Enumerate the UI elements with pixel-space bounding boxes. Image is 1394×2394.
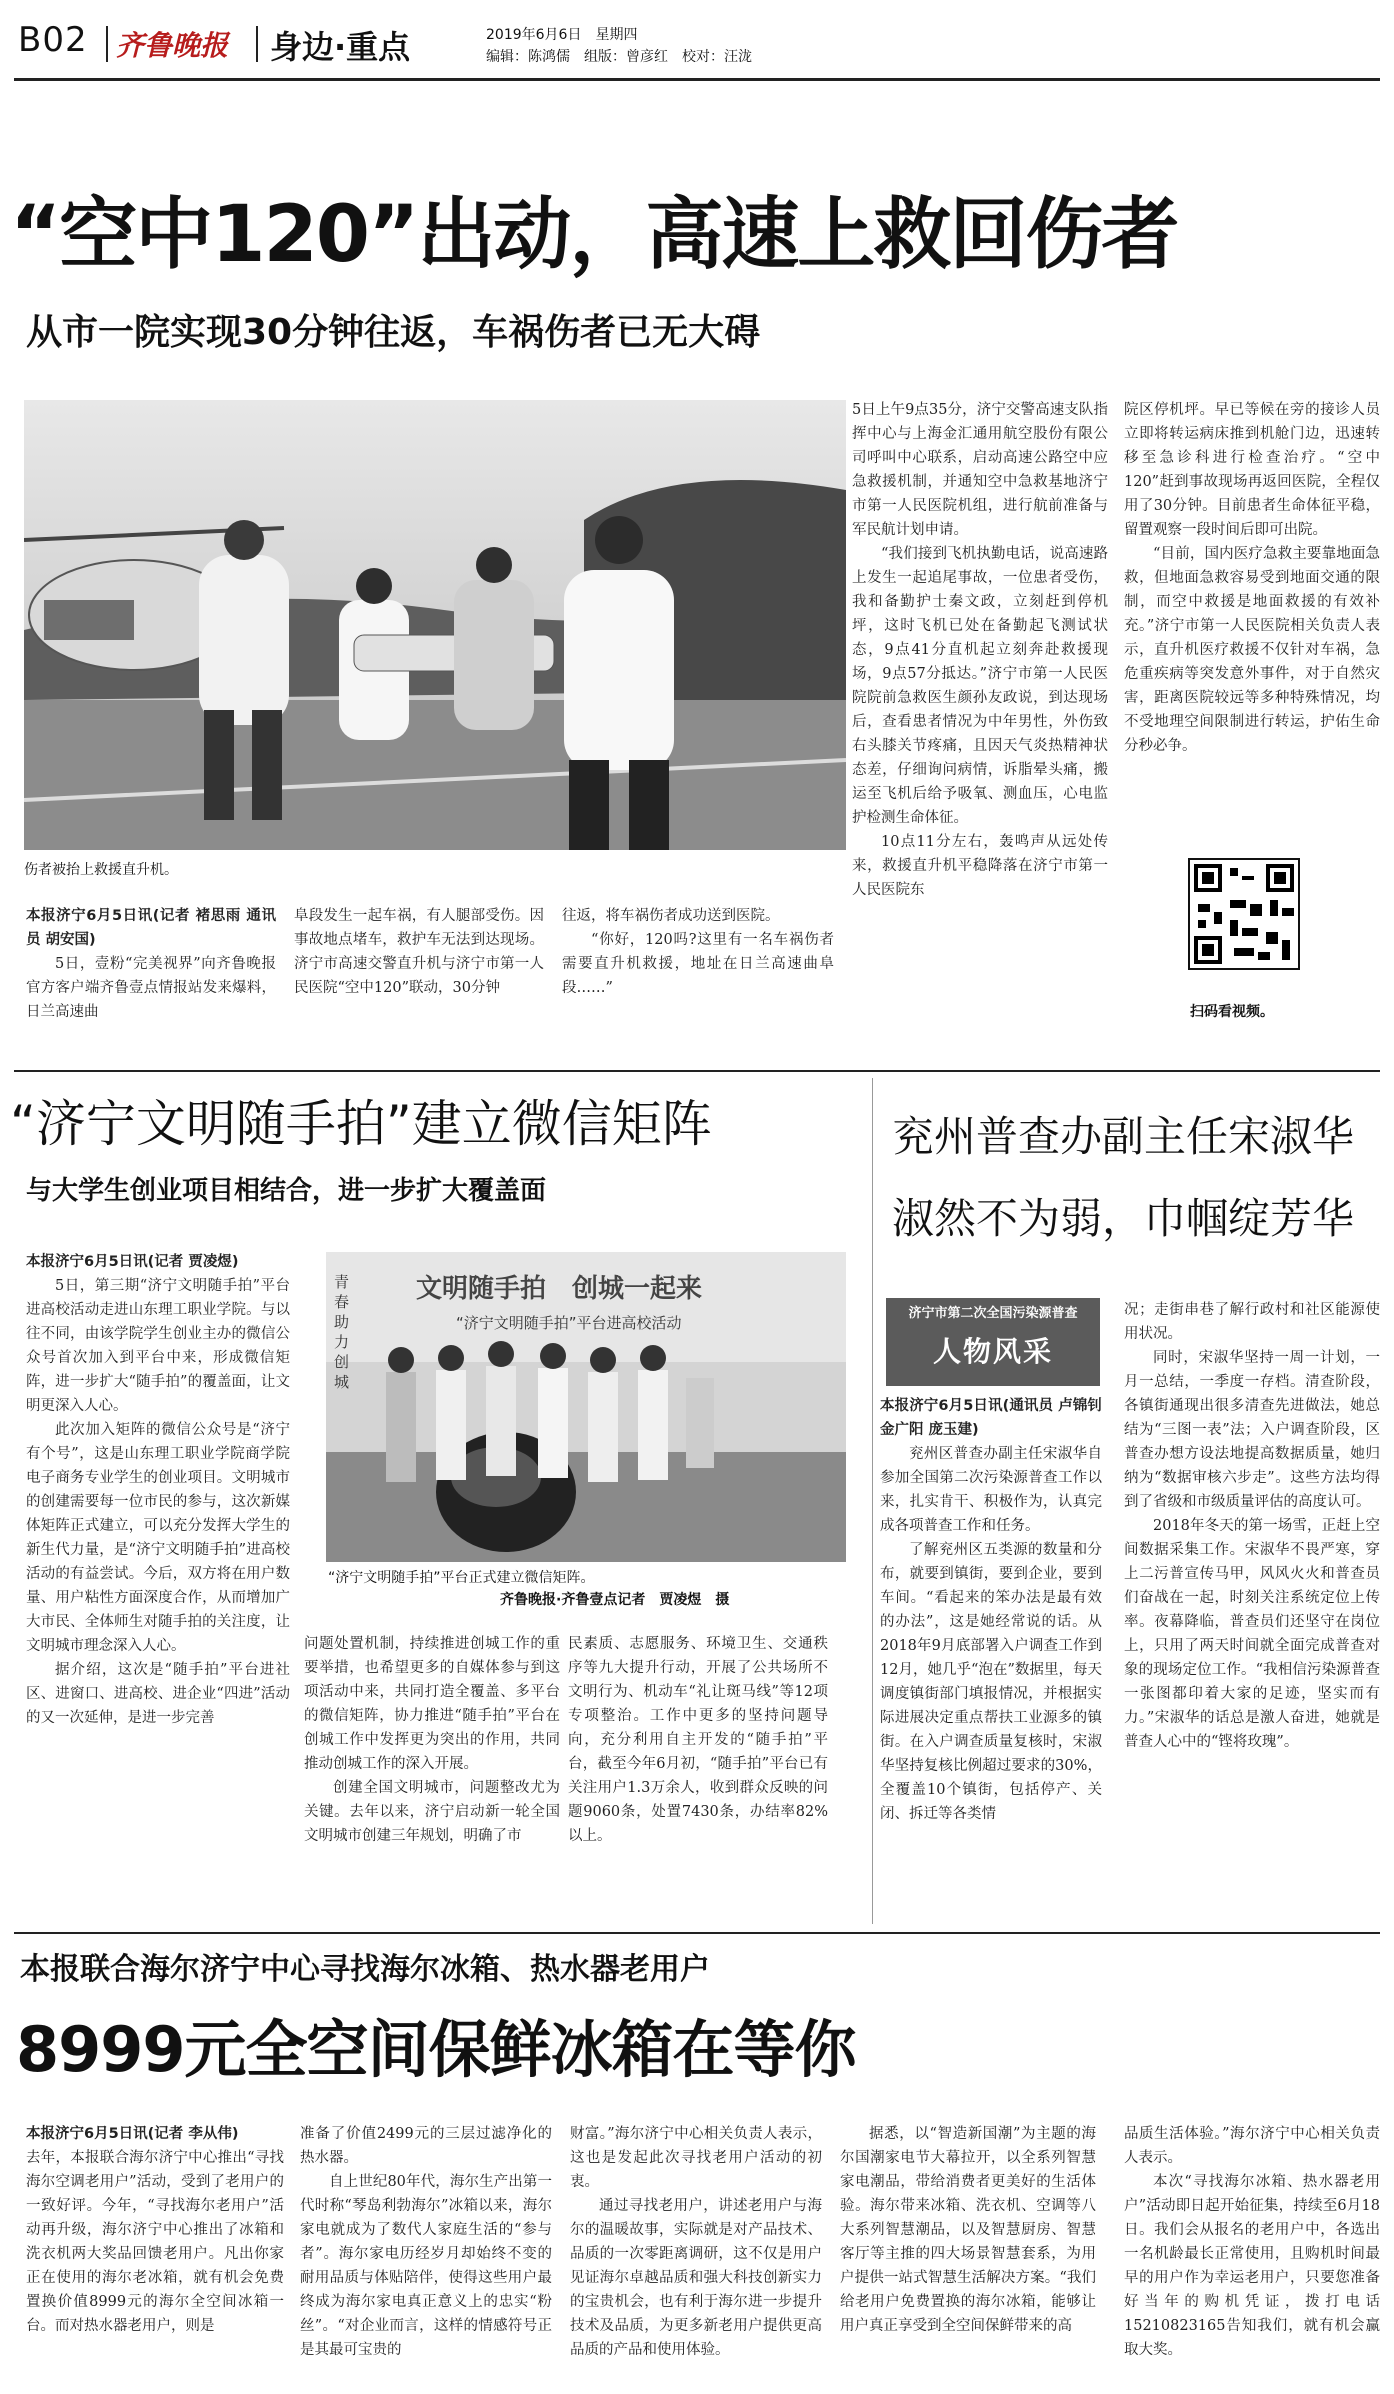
story4-col3-text-a: 财富。”海尔济宁中心相关负责人表示，这也是发起此次寻找老用户活动的初衷。	[570, 2126, 822, 2190]
story4-column-4	[840, 2122, 1096, 2384]
date-line: 2019年6月6日 星期四	[486, 27, 638, 43]
story3-col1-text-a: 兖州区普查办副主任宋淑华自参加全国第二次污染源普查工作以来，扎实肯干、积极作为，认真完成各项普查工作和任务。	[880, 1446, 1102, 1534]
story4-col3-text-b: 通过寻找老用户，讲述老用户与海尔的温暖故事，实际就是对产品技术、品质的一次零距离调研，这不仅是用户见证海尔卓越品质和强大科技创新实力的宝贵机会，也有利于海尔进一步提升技术及品质，为更多新老用户提供更高品质的产品和使用体验。	[570, 2198, 822, 2358]
story1-column-2	[294, 904, 544, 1054]
story2-col1-text-a: 5日，第三期“济宁文明随手拍”平台进高校活动走进山东理工职业学院。与以往不同，由该学院学生创业主办的微信公众号首次加入到平台中来，形成微信矩阵，进一步扩大“随手拍”的覆盖面，让文明更深入人心。	[26, 1278, 290, 1414]
story2-photo-banner-2: “济宁文明随手拍”平台进高校活动	[456, 1314, 682, 1332]
story4-col2-text-a: 准备了价值2499元的三层过滤净化的热水器。	[300, 2126, 552, 2166]
story3-banner-top: 济宁市第二次全国污染源普查	[908, 1306, 1078, 1321]
story4-column-3	[570, 2122, 822, 2384]
story2-col2-text-a: 问题处置机制，持续推进创城工作的重要举措，也希望更多的自媒体参与到这项活动中来，共同打造全覆盖、多平台的微信矩阵，协力推进“随手拍”平台在创城工作中发挥更为突出的作用，共同推动创城工作的深入开展。	[304, 1636, 560, 1772]
story1-col2-text: 阜段发生一起车祸，有人腿部受伤。因事故地点堵车，救护车无法到达现场。济宁市高速交警直升机与济宁市第一人民医院“空中120”联动，30分钟	[294, 908, 544, 996]
section-rule-1	[14, 1070, 1380, 1072]
story1-photo	[24, 400, 846, 850]
story1-column-1	[26, 904, 276, 1054]
story4-col1-text: 去年，本报联合海尔济宁中心推出“寻找海尔空调老用户”活动，受到了老用户的一致好评。今年，“寻找海尔老用户”活动再升级，海尔济宁中心推出了冰箱和洗衣机两大奖品回馈老用户。凡出你家正在使用的海尔老冰箱，就有机会免费置换价值8999元的海尔全空间冰箱一台。而对热水器老用户，则是	[26, 2150, 284, 2334]
story2-subhead: 与大学生创业项目相结合，进一步扩大覆盖面	[26, 1176, 547, 1206]
story1-photo-caption: 伤者被抬上救援直升机。	[24, 862, 178, 878]
story4-byline: 本报济宁6月5日讯(记者 李从伟)	[26, 2126, 239, 2142]
newspaper-logo: 齐鲁晚报	[116, 29, 229, 62]
story-divider-vertical	[872, 1078, 873, 1924]
story1-column-5	[1124, 398, 1380, 838]
story3-col2-text-a: 况；走街串巷了解行政村和社区能源使用状况。	[1124, 1302, 1380, 1342]
story2-photo-side-text: 青春助力创城	[334, 1273, 350, 1391]
story2-column-1	[26, 1250, 290, 1922]
story2-col1-text-c: 据介绍，这次是“随手拍”平台进社区、进窗口、进高校、进企业“四进”活动的又一次延伸，是进一步完善	[26, 1662, 290, 1726]
story2-col3-text: 民素质、志愿服务、环境卫生、交通秩序等九大提升行动，开展了公共场所不文明行为、机动车“礼让斑马线”等12项专项整治。工作中更多的坚持问题导向，充分利用自主开发的“随手拍”平台，截至今年6月初，“随手拍”平台已有关注用户1.3万余人，收到群众反映的问题9060条，处置7430条，办结率82%以上。	[568, 1636, 828, 1844]
story2-byline: 本报济宁6月5日讯(记者 贾凌煜)	[26, 1254, 239, 1270]
story3-headline-line1: 兖州普查办副主任宋淑华	[892, 1112, 1355, 1161]
story4-col5-text-b: 本次“寻找海尔冰箱、热水器老用户”活动即日起开始征集，持续至6月18日。我们会从报名的老用户中，各选出一名机龄最长正常使用，且购机时间最早的用户作为幸运老用户，只要您准备好当年的购机凭证，拨打电话15210823165告知我们，就有机会赢取大奖。	[1124, 2174, 1380, 2358]
story2-column-2	[304, 1632, 560, 1922]
story3-col1-text-b: 了解兖州区五类源的数量和分布，就要到镇街，要到企业，要到车间。“看起来的笨办法是最有效的办法”，这是她经常说的话。从2018年9月底部署入户调查工作到12月，她几乎“泡在”数据里，每天调度镇街部门填报情况，并根据实际进展决定重点帮扶工业源多的镇街。在入户调查质量复核时，宋淑华坚持复核比例超过要求的30%，全覆盖10个镇街，包括停产、关闭、拆迁等各类情	[880, 1542, 1102, 1822]
story1-col3-text-b: “你好，120吗?这里有一名车祸伤者需要直升机救援，地址在日兰高速曲阜段……”	[562, 932, 834, 996]
story1-col3-text-a: 往返，将车祸伤者成功送到医院。	[562, 908, 780, 924]
story1-col4-text-a: 5日上午9点35分，济宁交警高速支队指挥中心与上海金汇通用航空股份有限公司呼叫中心联系，启动高速公路空中应急救援机制，并通知空中急救基地济宁市第一人民医院机组，进行航前准备与军民航计划申请。	[852, 402, 1108, 538]
qr-caption: 扫码看视频。	[1190, 1004, 1274, 1020]
story1-col4-text-b: “我们接到飞机执勤电话，说高速路上发生一起追尾事故，一位患者受伤，我和备勤护士秦文政，立刻赶到停机坪，这时飞机已处在备勤起飞测试状态，9点41分直机起立刻奔赴救援现场，9点57分抵达。”济宁市第一人民医院院前急救医生颜孙友政说，到达现场后，查看患者情况为中年男性，外伤致右头膝关节疼痛，且因天气炎热精神状态差，仔细询问病情，诉脂晕头痛，搬运至飞机后给予吸氧、测血压，心电监护检测生命体征。	[852, 546, 1108, 826]
story4-col2-text-b: 自上世纪80年代，海尔生产出第一代时称“琴岛利勃海尔”冰箱以来，海尔家电就成为了数代人家庭生活的“参与者”。海尔家电历经岁月却始终不变的耐用品质与体贴陪伴，使得这些用户最终成为海尔家电真正意义上的忠实“粉丝”。“对企业而言，这样的情感符号正是其最可宝贵的	[300, 2174, 552, 2358]
story1-column-4	[852, 398, 1108, 1054]
story2-column-3	[568, 1632, 828, 1922]
story3-banner	[886, 1298, 1100, 1386]
story1-byline: 本报济宁6月5日讯(记者 褚思雨 通讯员 胡安国)	[26, 908, 276, 948]
story4-kicker: 本报联合海尔济宁中心寻找海尔冰箱、热水器老用户	[20, 1952, 710, 1987]
story2-photo-caption: “济宁文明随手拍”平台正式建立微信矩阵。	[328, 1570, 595, 1586]
story4-column-5	[1124, 2122, 1380, 2384]
story2-photo	[326, 1252, 846, 1562]
story2-photo-banner: 文明随手拍 创城一起来	[416, 1274, 703, 1304]
section-rule-2	[14, 1932, 1380, 1934]
story1-column-3	[562, 904, 834, 1054]
section-title: 身边·重点	[270, 28, 411, 66]
story1-col5-text-b: “目前，国内医疗急救主要靠地面急救，但地面急救容易受到地面交通的限制，而空中救援是地面救援的有效补充。”济宁市第一人民医院相关负责人表示，直升机医疗救援不仅针对车祸，急危重疾病等突发意外事件，对于自然灾害，距离医院较远等多种特殊情况，均不受地理空间限制进行转运，护佑生命分秒必争。	[1124, 546, 1380, 754]
story4-headline: 8999元全空间保鲜冰箱在等你	[16, 2013, 856, 2086]
story3-byline: 本报济宁6月5日讯(通讯员 卢锦钊 金广阳 庞玉建)	[880, 1398, 1102, 1438]
story4-col4-text: 据悉，以“智造新国潮”为主题的海尔国潮家电节大幕拉开，以全系列智慧家电潮品，带给消费者更美好的生活体验。海尔带来冰箱、洗衣机、空调等八大系列智慧潮品，以及智慧厨房、智慧客厅等主推的四大场景智慧套系，为用户提供一站式智慧生活解决方案。“我们给老用户免费置换的海尔冰箱，能够让用户真正享受到全空间保鲜带来的高	[840, 2126, 1096, 2334]
story4-column-1	[26, 2122, 284, 2384]
story4-col5-text-a: 品质生活体验。”海尔济宁中心相关负责人表示。	[1124, 2126, 1380, 2166]
page-number: B02	[18, 20, 88, 60]
story2-headline: “济宁文明随手拍”建立微信矩阵	[10, 1095, 712, 1153]
story3-column-2	[1124, 1298, 1380, 1922]
staff-line: 编辑：陈鸿儒 组版：曾彦红 校对：汪泷	[486, 49, 752, 65]
story3-banner-big: 人物风采	[932, 1335, 1053, 1368]
story3-col2-text-b: 同时，宋淑华坚持一周一计划，一月一总结，一季度一存档。清查阶段，各镇街通现出很多清查先进做法，她总结为“三图一表”法；入户调查阶段，区普查办想方设法地提高数据质量，她归纳为“数据审核六步走”。这些方法均得到了省级和市级质量评估的高度认可。	[1124, 1350, 1380, 1510]
photo-helicopter	[24, 400, 846, 850]
story3-col2-text-c: 2018年冬天的第一场雪，正赶上空间数据采集工作。宋淑华不畏严寒，穿上二污普宣传马甲，风风火火和普查员们奋战在一起，时刻关注系统定位上传率。夜幕降临，普查员们还坚守在岗位上，只用了两天时间就全面完成普查对象的现场定位工作。“我相信污染源普查一张图都印着大家的足迹，坚实而有力。”宋淑华的话总是激人奋进，她就是普查人心中的“铿将玫瑰”。	[1124, 1518, 1380, 1750]
story1-headline: “空中120”出动，高速上救回伤者	[10, 190, 1178, 280]
story2-col1-text-b: 此次加入矩阵的微信公众号是“济宁有个号”，这是山东理工职业学院商学院电子商务专业学生的创业项目。文明城市的创建需要每一位市民的参与，这次新媒体矩阵正式建立，可以充分发挥大学生的新生代力量，是“济宁文明随手拍”进高校活动的有益尝试。今后，双方将在用户数量、用户粘性方面深度合作，从而增加广大市民、全体师生对随手拍的关注度，让文明城市理念深入人心。	[26, 1422, 290, 1654]
story1-col5-text-a: 院区停机坪。早已等候在旁的接诊人员立即将转运病床推到机舱门边，迅速转移至急诊科进行检查治疗。“空中120”赶到事故现场再返回医院，全程仅用了30分钟。目前患者生命体征平稳，留置观察一段时间后即可出院。	[1124, 402, 1380, 538]
story2-photo-credit: 齐鲁晚报·齐鲁壹点记者 贾凌煜 摄	[500, 1592, 730, 1608]
story3-headline-line2: 淑然不为弱，巾帼绽芳华	[892, 1194, 1355, 1243]
story3-column-1	[880, 1394, 1102, 1922]
masthead-rule	[14, 78, 1380, 81]
qr-code-icon[interactable]	[1188, 858, 1300, 970]
masthead-divider-1	[106, 26, 108, 62]
story1-col4-text-c: 10点11分左右，轰鸣声从远处传来，救援直升机平稳降落在济宁市第一人民医院东	[852, 834, 1108, 898]
story1-subhead: 从市一院实现30分钟往返，车祸伤者已无大碍	[26, 312, 761, 353]
story2-col2-text-b: 创建全国文明城市，问题整改尤为关键。去年以来，济宁启动新一轮全国文明城市创建三年规划，明确了市	[304, 1780, 560, 1844]
story1-col1-text: 5日，壹粉“完美视界”向齐鲁晚报官方客户端齐鲁壹点情报站发来爆料，日兰高速曲	[26, 956, 276, 1020]
story4-column-2	[300, 2122, 552, 2384]
masthead-divider-2	[256, 26, 258, 62]
